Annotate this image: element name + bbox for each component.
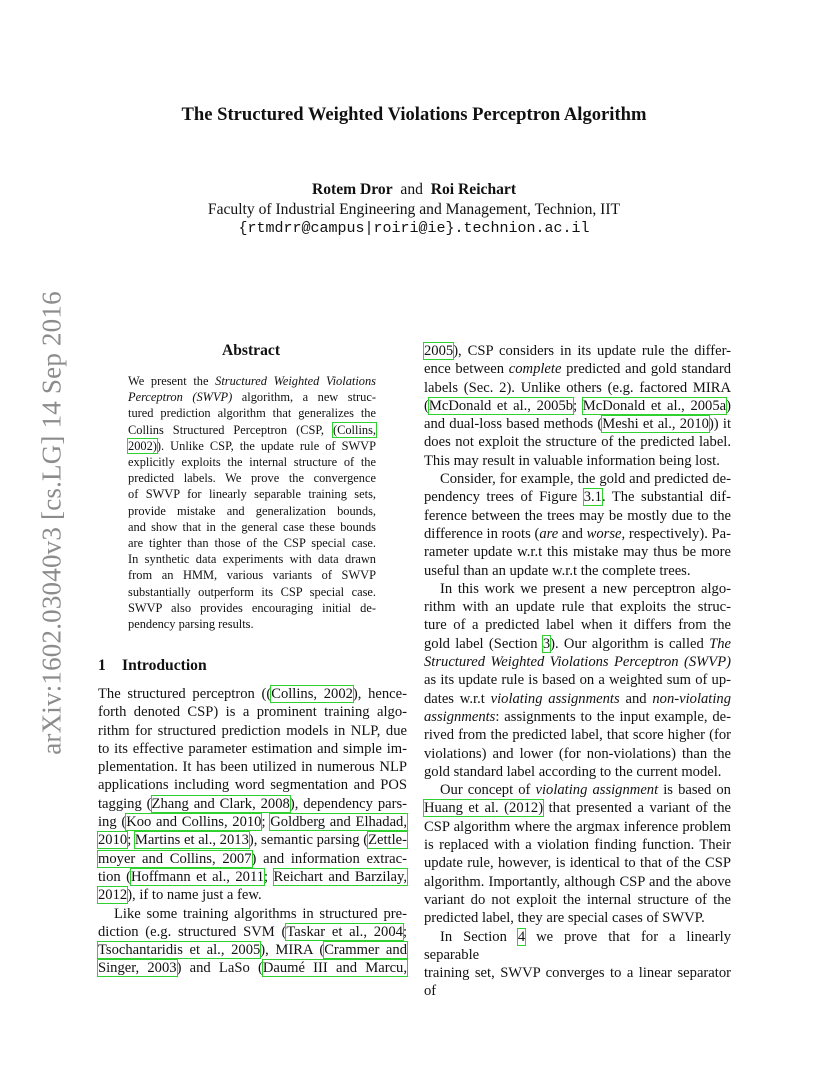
text-segment: ), MIRA (	[260, 942, 325, 959]
text-line	[128, 373, 376, 389]
text-segment: of SWVP for linearly separable training sets,	[128, 487, 376, 502]
emphasis-text: non-violating	[652, 690, 731, 707]
citation-link[interactable]: Hoffmann et al., 2011	[131, 868, 265, 885]
text-segment: We present the	[128, 374, 216, 388]
citation-link[interactable]: Reichart and Barzilay,	[273, 868, 407, 885]
citation-link[interactable]: Zhang and Clark, 2008	[151, 795, 290, 812]
text-segment: and dual-loss based methods (	[424, 416, 603, 433]
text-line	[424, 488, 731, 506]
text-segment: provide mistake and generalization bounds,	[128, 503, 376, 518]
text-line	[128, 422, 376, 438]
text-line	[424, 763, 731, 781]
citation-link[interactable]: Huang et al. (2012)	[424, 800, 544, 817]
emphasis-text: assignments	[424, 708, 496, 725]
text-line	[128, 405, 376, 421]
author-line	[0, 181, 828, 199]
emphasis-text: worse	[586, 525, 622, 542]
citation-link[interactable]: Meshi et al., 2010	[602, 416, 709, 433]
text-line	[424, 598, 731, 616]
text-line	[424, 543, 731, 561]
text-segment: rithm for structured prediction models in NLP, due	[98, 722, 407, 739]
text-segment: substantially outperform its CSP special case.	[128, 584, 376, 599]
text-segment: training set, SWVP converges to a linear separator of	[424, 965, 731, 1000]
text-line	[424, 562, 731, 580]
text-segment: algorithm. Importantly, although CSP and the above	[424, 873, 731, 890]
citation-link[interactable]: Taskar et al., 2004	[286, 923, 403, 940]
text-segment: is based on	[658, 782, 731, 799]
text-line	[424, 873, 731, 891]
text-segment: . The substantial dif-	[601, 489, 731, 506]
text-segment: ;	[573, 397, 583, 414]
text-line	[424, 671, 731, 689]
text-segment: useful than an update w.r.t the complete trees.	[424, 562, 691, 579]
text-segment: ). Unlike CSP, the update rule of SWVP	[156, 438, 376, 453]
text-segment: ;	[127, 832, 135, 849]
text-line	[424, 635, 731, 653]
text-line	[128, 584, 376, 600]
author-name: Rotem Dror	[311, 181, 393, 198]
text-line	[424, 616, 731, 634]
text-segment: This may result in valuable information being lost.	[424, 452, 720, 469]
text-line	[424, 745, 731, 763]
citation-link[interactable]: 3	[542, 635, 551, 652]
author-name: Roi Reichart	[430, 181, 517, 198]
text-line	[128, 519, 376, 535]
text-segment: ). Our algorithm is called	[550, 635, 710, 652]
emphasis-text: Structured Weighted Violations	[215, 374, 376, 388]
text-segment: and	[619, 690, 653, 707]
emphasis-text: Perceptron (SWVP)	[128, 390, 233, 405]
text-line	[424, 909, 731, 927]
text-segment: )) it	[708, 416, 731, 433]
text-segment: predicted label, they are special cases of SWVP.	[424, 910, 705, 927]
text-segment: ) and LaSo (	[176, 960, 263, 977]
text-segment: ), if to name just a few.	[127, 887, 262, 904]
citation-link[interactable]: 2002)	[128, 438, 157, 453]
text-segment: SWVP also provides encouraging initial de-	[128, 600, 376, 615]
text-line	[98, 685, 407, 703]
text-segment: ference between the trees may be mostly due to the	[424, 507, 731, 524]
text-line	[424, 379, 731, 397]
text-segment: ), CSP considers in its update rule the differ-	[453, 343, 731, 359]
text-segment: and	[558, 525, 587, 542]
text-segment: (	[424, 397, 429, 414]
text-segment: ture of a predicted label when it differs from the	[424, 617, 731, 634]
text-segment: rived from the predicted label, that score higher (for	[424, 727, 731, 744]
text-segment: ;	[261, 814, 271, 831]
author-conjunction: and	[400, 181, 423, 198]
citation-link[interactable]: Singer, 2003	[98, 960, 177, 977]
text-segment: tured prediction algorithm that generalizes the	[128, 406, 376, 421]
text-segment: explicitly exploits the internal structure of the	[128, 455, 376, 470]
text-line	[424, 580, 731, 598]
citation-link[interactable]: Zettle-	[368, 832, 407, 849]
text-segment: , respectively). Pa-	[621, 525, 731, 542]
text-segment: CSP algorithm where the argmax inference problem	[424, 818, 731, 835]
affiliation: Faculty of Industrial Engineering and Management, Technion, IIT	[207, 201, 621, 218]
text-line	[424, 891, 731, 909]
text-line	[98, 886, 407, 904]
text-line	[98, 959, 407, 977]
text-line	[128, 567, 376, 583]
text-line	[98, 905, 407, 923]
text-line	[98, 795, 407, 813]
arxiv-stamp-text: arXiv:1602.03040v3 [cs.LG] 14 Sep 2016	[36, 291, 67, 755]
text-line	[424, 452, 731, 470]
section-heading-introduction	[98, 657, 207, 675]
text-segment: ;	[402, 923, 407, 940]
citation-link[interactable]: Daumé III and Marcu,	[262, 960, 407, 977]
text-line	[424, 525, 731, 543]
text-segment: dates w.r.t	[424, 690, 491, 707]
text-segment: ) and information extrac-	[251, 850, 407, 867]
text-segment: predicted labels. We prove the convergence	[128, 471, 376, 486]
text-line	[98, 813, 407, 831]
citation-link[interactable]: (Collins,	[332, 422, 376, 437]
citation-link[interactable]: Collins, 2002	[271, 686, 353, 702]
text-segment: ), hence-	[352, 686, 408, 702]
section-title: Introduction	[122, 657, 207, 674]
left-column-text	[98, 685, 407, 978]
text-line	[98, 941, 407, 959]
abstract-body	[128, 373, 376, 632]
emphasis-text: are	[539, 525, 559, 542]
text-segment: ence between	[424, 361, 509, 378]
text-line	[424, 433, 731, 451]
text-segment: forth denoted CSP) is a prominent training algo-	[98, 704, 407, 721]
citation-link[interactable]: McDonald et al., 2005b	[428, 397, 574, 414]
text-line	[128, 438, 376, 454]
text-segment: rameter update w.r.t this mistake may thus be more	[424, 544, 731, 561]
text-line	[424, 342, 731, 360]
text-segment: ing (	[98, 814, 127, 831]
text-line	[424, 653, 731, 671]
text-line	[128, 389, 376, 405]
text-line	[98, 740, 407, 758]
text-line	[424, 964, 731, 1001]
text-line	[128, 551, 376, 567]
text-segment: tion (	[98, 868, 131, 885]
citation-link[interactable]: Goldberg and Elhadad,	[270, 814, 408, 831]
text-line	[98, 703, 407, 721]
text-line	[424, 507, 731, 525]
text-segment: are tighter than those of the CSP special case.	[128, 536, 376, 551]
text-segment: update rule, however, is identical to that of the CSP	[424, 855, 731, 872]
text-line	[98, 868, 407, 886]
text-segment: algorithm, a new struc-	[232, 390, 376, 405]
text-line	[128, 600, 376, 616]
text-segment: from an HMM, various variants of SWVP	[128, 568, 376, 583]
text-line	[424, 781, 731, 799]
text-segment: Consider, for example, the gold and predicted de-	[440, 471, 731, 488]
author-emails: {rtmdrr@campus|roiri@ie}.technion.ac.il	[238, 220, 590, 237]
emphasis-text: violating assignments	[490, 690, 620, 707]
paper-title: The Structured Weighted Violations Perceptron Algorithm	[181, 104, 647, 125]
text-segment: Like some training algorithms in structured pre-	[114, 905, 407, 922]
text-line	[98, 758, 407, 776]
text-line	[424, 690, 731, 708]
text-line	[424, 818, 731, 836]
text-line	[128, 616, 376, 632]
text-segment: In Section	[440, 928, 518, 945]
text-segment: as its update rule is based on a weighted sum of up-	[424, 672, 731, 689]
text-line	[424, 928, 731, 965]
text-line	[128, 486, 376, 502]
text-segment: violations) and lower (for non-violations) than the	[424, 745, 731, 762]
text-segment: does not exploit the structure of the predicted label.	[424, 434, 731, 451]
text-segment: and show that in the general case these bounds	[128, 519, 376, 534]
text-segment: ;	[264, 868, 274, 885]
text-segment: pendency parsing results.	[128, 617, 254, 632]
text-segment: difference in roots (	[424, 525, 540, 542]
emphasis-text: Structured Weighted Violations Perceptron (SWVP)	[424, 654, 731, 671]
text-line	[98, 850, 407, 868]
text-line	[424, 799, 731, 817]
right-column-text	[424, 342, 731, 1001]
text-line	[424, 854, 731, 872]
citation-link[interactable]: McDonald et al., 2005a	[582, 397, 727, 414]
text-segment: applications including word segmentation and POS	[98, 777, 407, 794]
text-segment: In synthetic data experiments with data drawn	[128, 552, 376, 567]
citation-link[interactable]: moyer and Collins, 2007	[98, 850, 252, 867]
emphasis-text: violating assignment	[535, 782, 659, 799]
citation-link[interactable]: 2005	[424, 343, 454, 359]
citation-link[interactable]: Crammer and	[324, 942, 407, 959]
text-segment: The structured perceptron ((	[98, 686, 272, 702]
text-line	[98, 722, 407, 740]
text-segment: ), dependency pars-	[289, 795, 407, 812]
citation-link[interactable]: Martins et al., 2013	[134, 832, 249, 849]
text-segment: we prove that for a linearly separable	[424, 928, 731, 963]
text-segment: pendency trees of Figure	[424, 489, 584, 506]
text-segment: tagging (	[98, 795, 152, 812]
text-segment: that presented a variant of the	[543, 800, 731, 817]
text-segment: to its effective parameter estimation and simple im-	[98, 740, 407, 757]
text-line	[98, 831, 407, 849]
abstract-heading: Abstract	[221, 342, 281, 359]
text-line	[128, 503, 376, 519]
text-line	[424, 726, 731, 744]
citation-link[interactable]: 4	[517, 928, 526, 945]
text-line	[424, 470, 731, 488]
text-segment: ), semantic parsing (	[248, 832, 369, 849]
text-line	[128, 470, 376, 486]
section-number: 1	[98, 657, 106, 674]
text-segment: Our concept of	[440, 782, 536, 799]
text-line	[424, 360, 731, 378]
text-segment: gold standard label according to the current model.	[424, 763, 722, 780]
citation-link[interactable]: 2012	[98, 887, 128, 904]
citation-link[interactable]: Tsochantaridis et al., 2005	[98, 942, 261, 959]
text-segment: diction (e.g. structured SVM (	[98, 923, 287, 940]
emphasis-text: complete	[508, 361, 562, 378]
text-segment: predicted and gold standard	[561, 361, 731, 378]
text-line	[98, 776, 407, 794]
text-segment: gold label (Section	[424, 635, 543, 652]
text-segment: is replaced with a violation finding function. Their	[424, 837, 731, 854]
text-segment: labels (Sec. 2). Unlike others (e.g. factored MIRA	[424, 379, 731, 396]
text-segment: In this work we present a new perceptron algo-	[440, 580, 731, 597]
text-segment: Collins Structured Perceptron (CSP,	[128, 422, 333, 437]
text-line	[424, 397, 731, 415]
text-segment: )	[726, 397, 732, 414]
text-segment: : assignments to the input example, de-	[495, 708, 731, 725]
citation-link[interactable]: 2010	[98, 832, 128, 849]
text-line	[128, 535, 376, 551]
text-line	[128, 454, 376, 470]
text-line	[424, 415, 731, 433]
text-segment: plementation. It has been utilized in numerous NLP	[98, 759, 407, 776]
emphasis-text: The	[709, 635, 731, 652]
citation-link[interactable]: 3.1	[583, 489, 602, 506]
text-line	[424, 836, 731, 854]
text-segment: rithm with an update rule that exploits the struc-	[424, 599, 731, 616]
text-segment: variant do not exploit the internal structure of the	[424, 891, 731, 908]
text-line	[98, 923, 407, 941]
citation-link[interactable]: Koo and Collins, 2010	[126, 814, 262, 831]
text-line	[424, 708, 731, 726]
